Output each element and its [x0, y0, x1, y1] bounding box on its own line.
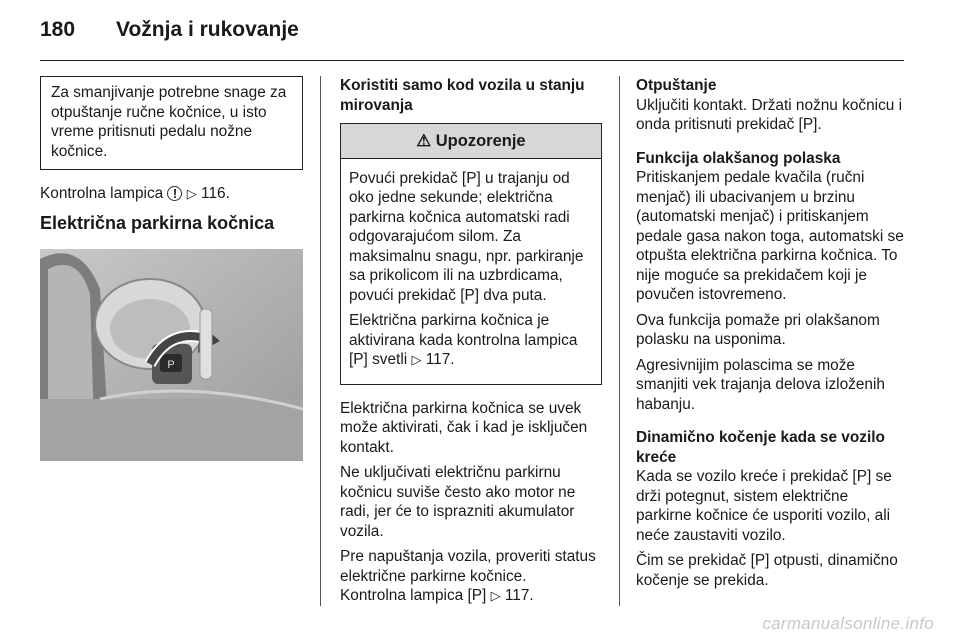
- lamp-reference: Kontrolna lampica ! ▷ 116.: [40, 185, 230, 202]
- note-box: [40, 76, 303, 170]
- warning-paragraph: Povući prekidač [P] u trajanju od oko jedne sekunde; električna parkirna kočnica automatski radi odgovarajućom silom. Za maksimalnu snagu, npr. parkiranje sa prikolicom ili na uzbrdicama, povući prekidač [P] dva puta.: [349, 169, 584, 304]
- page-ref-arrow-icon: ▷: [186, 186, 197, 201]
- page-number: 180: [40, 18, 76, 41]
- section-heading: Električna parkirna kočnica: [40, 212, 275, 233]
- parking-brake-switch-image: [40, 249, 303, 461]
- page-header: [40, 18, 299, 42]
- paragraph: Električna parkirna kočnica se uvek može aktivirati, čak i kad je isključen kontakt.: [340, 399, 588, 456]
- header-rule: [40, 60, 904, 61]
- warning-title: Upozorenje: [435, 132, 526, 150]
- drive-away-text: Pritiskanjem pedale kvačila (ručni menjač) ili ubacivanjem u brzinu (automatski menjač) i pritiskanjem pedale gasa nakon toga, automatski se otpušta električna parkirna kočnica. To nije moguće sa prekidačem koji je povučen istovremeno.: [636, 169, 904, 303]
- column-1: [40, 76, 303, 467]
- column-divider: [619, 76, 620, 606]
- dynamic-braking-text-2: Čim se prekidač [P] otpusti, dinamično kočenje se prekida.: [636, 552, 898, 589]
- drive-away-text-3: Agresivnijim polascima se može smanjiti vek trajanja delova izloženih habanju.: [636, 356, 885, 413]
- release-text: Uključiti kontakt. Držati nožnu kočnicu i onda pritisnuti prekidač [P].: [636, 96, 903, 133]
- column-2: [340, 76, 602, 606]
- drive-away-heading: Funkcija olakšanog polaska: [636, 149, 841, 167]
- paragraph: Ne uključivati električnu parkirnu kočnicu suviše često ako motor ne radi, jer će to isprazniti akumulator vozila.: [340, 464, 576, 540]
- usage-heading: Koristiti samo kod vozila u stanju mirovanja: [340, 77, 585, 114]
- warning-header: [341, 124, 601, 159]
- warning-triangle-icon: ⚠: [416, 132, 432, 150]
- brake-lamp-icon: !: [167, 186, 182, 201]
- page-ref-arrow-icon: ▷: [411, 352, 422, 367]
- warning-body: [341, 159, 601, 384]
- warning-paragraph-2: Električna parkirna kočnica je aktivirana kada kontrolna lampica [P] svetli ▷ 117.: [349, 312, 578, 368]
- warning-box: [340, 123, 602, 385]
- release-heading: Otpuštanje: [636, 77, 717, 94]
- paragraph: Pre napuštanja vozila, proveriti status električne parkirne kočnice. Kontrolna lampica [P] ▷ 117.: [340, 548, 596, 604]
- page-title: Vožnja i rukovanje: [116, 18, 299, 41]
- dynamic-braking-heading: Dinamično kočenje kada se vozilo kreće: [636, 429, 885, 466]
- column-divider: [320, 76, 321, 606]
- page-ref-arrow-icon: ▷: [490, 588, 501, 603]
- dynamic-braking-text: Kada se vozilo kreće i prekidač [P] se drži potegnut, sistem električne parkirne kočnice će usporiti vozilo, ali neće zaustaviti vozilo.: [636, 468, 892, 544]
- column-3: [636, 76, 904, 596]
- watermark: carmanualsonline.info: [762, 614, 934, 633]
- svg-text:P: P: [167, 359, 175, 371]
- drive-away-text-2: Ova funkcija pomaže pri olakšanom polasku na usponima.: [636, 311, 880, 348]
- note-text: Za smanjivanje potrebne snage za otpuštanje ručne kočnice, u isto vreme pritisnuti pedalu nožne kočnice.: [51, 84, 287, 160]
